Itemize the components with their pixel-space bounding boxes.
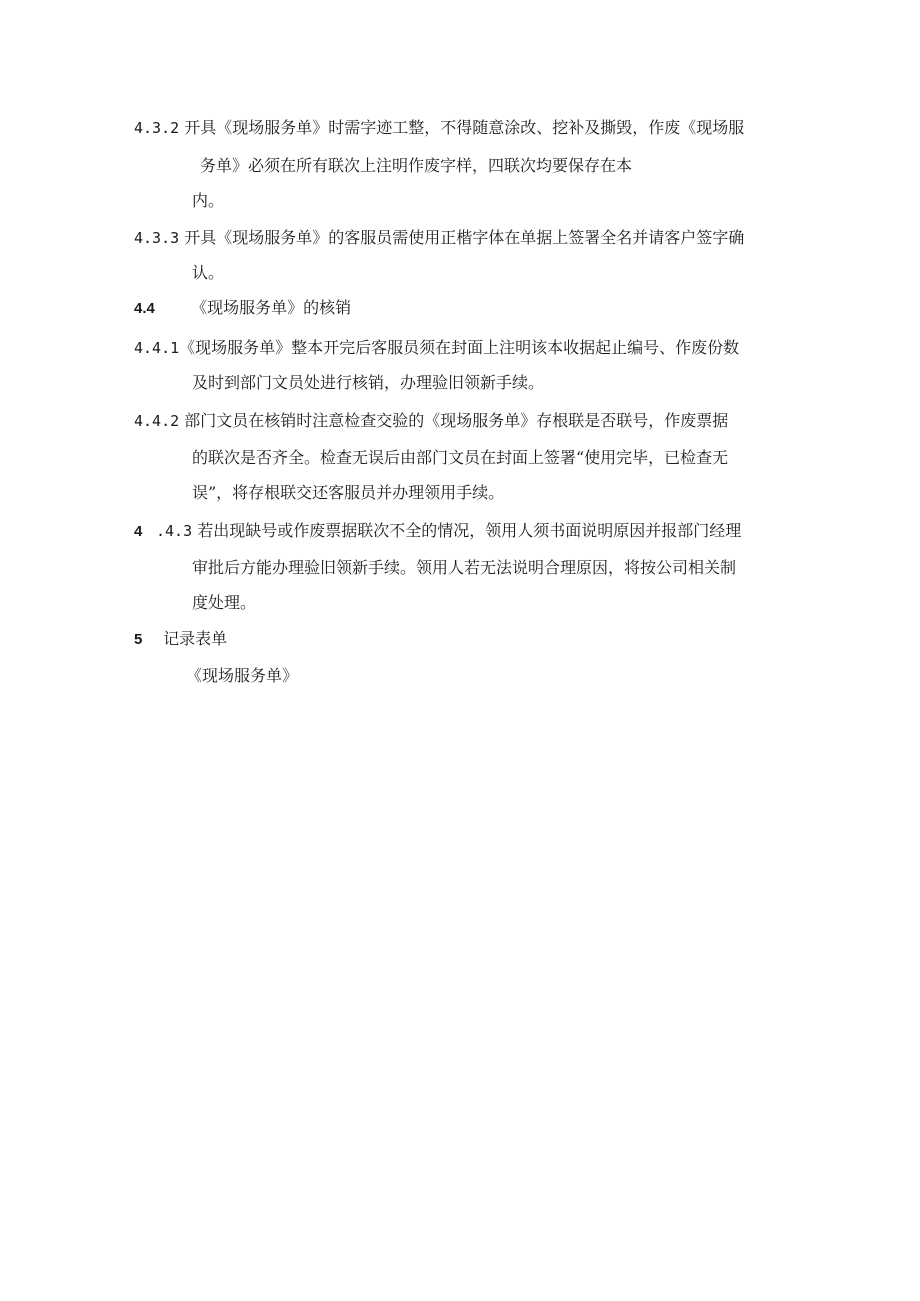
section-heading-5 <box>134 628 227 651</box>
clause-text: 度处理。 <box>192 593 257 612</box>
clause-number: 4.3.2 <box>134 119 180 137</box>
clause-4-4-3-line-3 <box>192 592 256 614</box>
clause-number: 4.3.3 <box>134 229 180 247</box>
clause-4-4-2-line-2 <box>192 447 728 469</box>
clause-4-4-2-line-1 <box>134 410 728 432</box>
clause-number-lead: 4 <box>134 523 143 540</box>
clause-text: 部门文员在核销时注意检查交验的《现场服务单》存根联是否联号，作废票据 <box>184 411 729 430</box>
clause-4-4-3-line-1 <box>134 520 741 543</box>
clause-4-4-2-line-3 <box>192 482 504 504</box>
section-heading-4-4 <box>134 297 351 320</box>
clause-text: 务单》必须在所有联次上注明作废字样，四联次均要保存在本 <box>200 156 633 175</box>
clause-text: 及时到部门文员处进行核销，办理验旧领新手续。 <box>192 373 545 392</box>
record-form-name: 《现场服务单》 <box>186 666 299 685</box>
record-form-item <box>186 665 298 687</box>
clause-4-4-3-line-2 <box>192 557 736 579</box>
clause-4-4-1-line-2 <box>192 372 544 394</box>
clause-text: 审批后方能办理验旧领新手续。领用人若无法说明合理原因，将按公司相关制 <box>192 558 737 577</box>
section-number: 4.4 <box>134 300 155 317</box>
clause-text: 的联次是否齐全。检查无误后由部门文员在封面上签署“使用完毕，已检查无 <box>192 448 729 467</box>
clause-text: 开具《现场服务单》的客服员需使用正楷字体在单据上签署全名并请客户签字确 <box>184 228 745 247</box>
clause-text: 开具《现场服务单》时需字迹工整，不得随意涂改、挖补及撕毁，作废《现场服 <box>184 118 745 137</box>
section-title: 《现场服务单》的核销 <box>191 298 352 317</box>
clause-text: 认。 <box>192 263 225 282</box>
clause-number: 4.4.1 <box>134 339 180 357</box>
clause-4-3-3-line-1 <box>134 227 744 249</box>
clause-text: 《现场服务单》整本开完后客服员须在封面上注明该本收据起止编号、作废份数 <box>179 338 740 357</box>
clause-number: 4.4.2 <box>134 412 180 430</box>
clause-4-3-2-line-2 <box>200 155 632 177</box>
clause-text: 误”，将存根联交还客服员并办理领用手续。 <box>192 483 505 502</box>
clause-number-rest: .4.3 <box>156 522 193 540</box>
clause-4-3-3-line-2 <box>192 262 224 284</box>
clause-text: 内。 <box>192 191 225 210</box>
clause-4-4-1-line-1 <box>134 337 739 359</box>
section-number: 5 <box>134 631 143 648</box>
clause-4-3-2-line-1 <box>134 117 744 139</box>
section-title: 记录表单 <box>163 629 228 648</box>
clause-text: 若出现缺号或作废票据联次不全的情况，领用人须书面说明原因并报部门经理 <box>197 521 742 540</box>
clause-4-3-2-line-3 <box>192 190 224 212</box>
